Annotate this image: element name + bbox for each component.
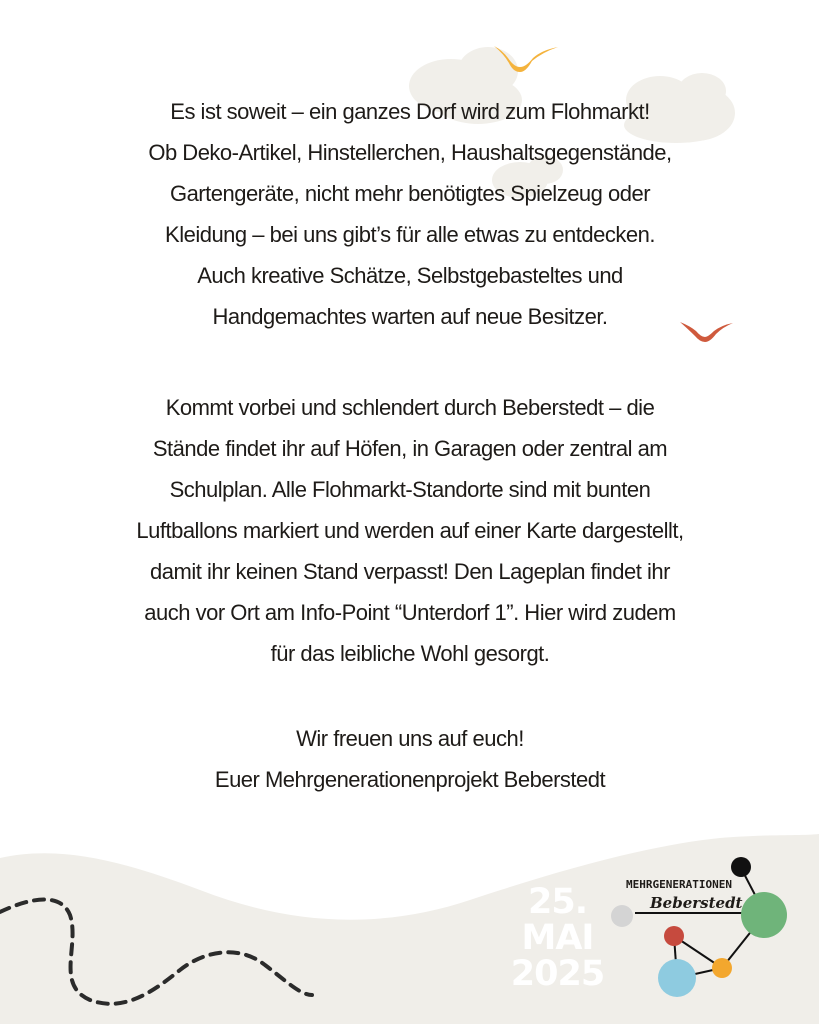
text-line: Auch kreative Schätze, Selbstgebasteltes und: [197, 263, 623, 288]
date-year: 2025: [510, 954, 605, 994]
text-line: Gartengeräte, nicht mehr benötigtes Spielzeug oder: [169, 181, 651, 206]
text-line: Kleidung – bei uns gibt’s für alle etwas zu entdecken.: [165, 222, 655, 247]
text-line: damit ihr keinen Stand verpasst! Den Lageplan findet ihr: [150, 559, 670, 584]
logo-dot-blue: [658, 959, 696, 997]
logo-dot-green: [741, 892, 787, 938]
closing-paragraph: [60, 718, 760, 800]
text-line: Schulplan. Alle Flohmarkt-Standorte sind mit bunten: [169, 477, 651, 502]
logo-dot-gray: [611, 905, 633, 927]
text-line: Ob Deko-Artikel, Hinstellerchen, Haushaltsgegenstände,: [148, 140, 672, 165]
text-line: Es ist soweit – ein ganzes Dorf wird zum Flohmarkt!: [170, 99, 650, 124]
text-line: auch vor Ort am Info-Point “Unterdorf 1”. Hier wird zudem: [144, 600, 676, 625]
date-day: 25.: [527, 882, 587, 922]
text-line: für das leibliche Wohl gesorgt.: [270, 641, 550, 666]
text-line: Luftballons markiert und werden auf einer Karte dargestellt,: [136, 518, 684, 543]
logo-subtitle: Beberstedt: [650, 894, 743, 912]
date-month: MAI: [521, 918, 594, 958]
logo-dot-red: [664, 926, 684, 946]
details-paragraph: [60, 387, 760, 674]
bottom-wave: [0, 834, 819, 1024]
text-line: Euer Mehrgenerationenprojekt Beberstedt: [214, 767, 606, 792]
text-line: Handgemachtes warten auf neue Besitzer.: [212, 304, 608, 329]
intro-paragraph: [60, 91, 760, 337]
logo-dot-orange: [712, 958, 732, 978]
text-line: Kommt vorbei und schlendert durch Beberstedt – die: [165, 395, 655, 420]
text-line: Stände findet ihr auf Höfen, in Garagen oder zentral am: [152, 436, 668, 461]
text-line: Wir freuen uns auf euch!: [296, 726, 524, 751]
event-date: [505, 884, 610, 992]
logo-dot-black: [731, 857, 751, 877]
logo-title: MEHRGENERATIONEN: [626, 878, 732, 891]
